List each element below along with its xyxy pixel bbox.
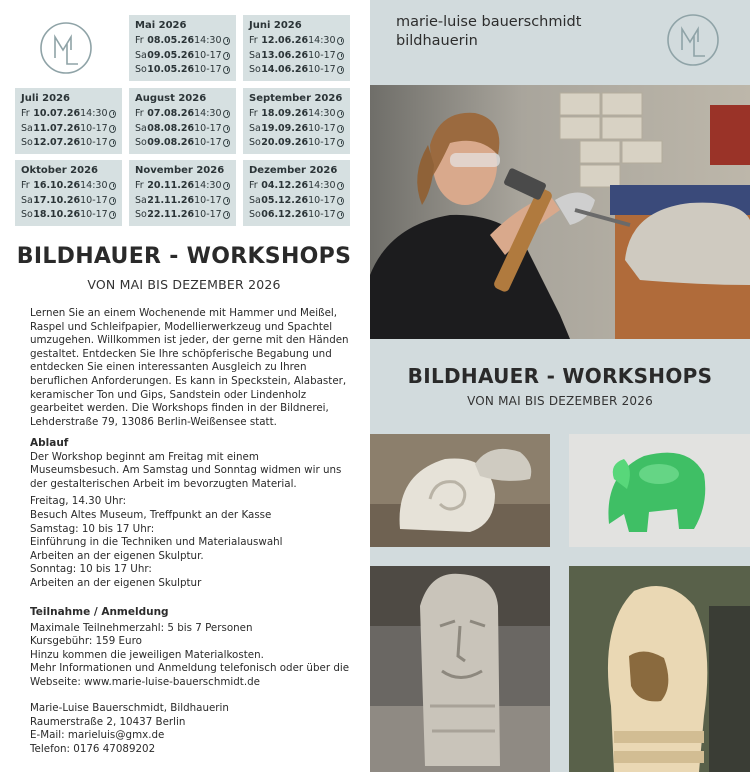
clock-icon (109, 197, 116, 205)
clock-icon (223, 211, 230, 219)
time: 10-17 (308, 137, 336, 148)
weekday: Fr (21, 108, 30, 119)
date: 13.06.26 (261, 49, 309, 61)
month-title: Juli 2026 (21, 93, 71, 104)
month-box-november (129, 160, 236, 226)
time: 10-17 (308, 209, 336, 220)
time: 10-17 (308, 122, 336, 134)
weekday: So (135, 137, 147, 148)
weekday: Sa (249, 49, 261, 61)
time: 10-17 (194, 122, 222, 134)
month-box-mai (129, 15, 236, 81)
time: 10-17 (194, 49, 222, 61)
date-row (249, 208, 344, 223)
date-row (135, 136, 230, 151)
contact-section (30, 702, 350, 756)
month-title: September 2026 (249, 93, 343, 104)
date: 14.06.26 (261, 64, 309, 75)
date: 11.07.26 (33, 122, 81, 134)
date-row (135, 194, 230, 209)
clock-icon (223, 110, 230, 118)
weekday: Fr (21, 180, 30, 191)
date: 10.05.26 (147, 64, 195, 75)
clock-icon (337, 182, 344, 190)
date-row (135, 208, 230, 223)
schedule-line: Samstag: 10 bis 17 Uhr: (30, 522, 155, 535)
intro-paragraph: Lernen Sie an einem Wochenende mit Hammer und Meißel, Raspel und Schleifpapier, Modellierwerkzeug und Spachtel umzugehen. Willkommen ist jeder, der gerne mit den Händen gestaltet. Entdecken Sie Ihre schöpferische Begabung und entdecken Sie einen interessanten Ausgleich zu Ihren beruflichen Anforderungen. Es kann in Speckstein, Alabaster, keramischer Ton und Gips, Sandstein oder Lindenholz gearbeitet werden. Die Workshops finden in der Bildnerei, Lehderstraße 79, 13086 Berlin-Weißensee statt. (30, 307, 349, 428)
date-row (135, 34, 230, 49)
cover-subtitle: VON MAI BIS DEZEMBER 2026 (467, 394, 653, 408)
month-box-juni (243, 15, 350, 81)
date: 05.12.26 (261, 194, 309, 206)
month-title: Mai 2026 (135, 20, 187, 31)
weekday: Sa (249, 194, 261, 206)
month-box-september (243, 88, 350, 154)
time: 14:30 (308, 108, 336, 119)
date-row (249, 63, 344, 78)
date: 17.10.26 (33, 194, 81, 206)
weekday: Fr (135, 35, 144, 46)
time: 10-17 (80, 122, 108, 134)
date: 18.09.26 (261, 108, 309, 119)
month-title: Dezember 2026 (249, 165, 338, 176)
weekday: So (249, 209, 261, 220)
contact-phone: Telefon: 0176 47089202 (30, 742, 156, 755)
weekday: So (249, 64, 261, 75)
weekday: Sa (21, 194, 33, 206)
weekday: So (135, 209, 147, 220)
date-row (135, 49, 230, 64)
month-box-dezember (243, 160, 350, 226)
brand-name: marie-luise bauerschmidt (396, 14, 582, 30)
time: 10-17 (194, 194, 222, 206)
time: 10-17 (194, 64, 222, 75)
teilnahme-section (30, 606, 350, 690)
month-title: November 2026 (135, 165, 225, 176)
intro-text (30, 307, 350, 429)
date-row (21, 194, 116, 209)
clock-icon (337, 197, 344, 205)
weekday: So (249, 137, 261, 148)
clock-icon (109, 125, 116, 133)
brand-role: bildhauerin (396, 33, 478, 49)
date: 20.09.26 (261, 137, 309, 148)
weekday: Sa (249, 122, 261, 134)
month-box-oktober (15, 160, 122, 226)
sculpture-photo-wood (569, 566, 750, 772)
date: 09.08.26 (147, 137, 195, 148)
date-row (249, 194, 344, 209)
logo-monogram-icon (665, 12, 721, 68)
date-row (21, 136, 116, 151)
clock-icon (223, 139, 230, 147)
month-title: Juni 2026 (249, 20, 302, 31)
clock-icon (223, 66, 230, 74)
page-title: BILDHAUER - WORKSHOPS (16, 244, 352, 269)
sculpture-photo-elephant (569, 434, 750, 547)
clock-icon (337, 211, 344, 219)
clock-icon (223, 197, 230, 205)
clock-icon (337, 66, 344, 74)
clock-icon (109, 182, 116, 190)
date-row (249, 34, 344, 49)
date-row (249, 107, 344, 122)
date-row (135, 122, 230, 137)
clock-icon (109, 211, 116, 219)
clock-icon (337, 110, 344, 118)
date: 07.08.26 (147, 108, 195, 119)
date-row (21, 179, 116, 194)
month-box-juli (15, 88, 122, 154)
ablauf-text: Der Workshop beginnt am Freitag mit einem Museumsbesuch. Am Samstag und Sonntag widmen wir uns der gestalterischen Arbeit im bevorzugten Material. (30, 450, 342, 490)
time: 14:30 (80, 180, 108, 191)
weekday: Sa (135, 122, 147, 134)
schedule-line: Arbeiten an der eigenen Skulptur (30, 576, 202, 589)
contact-name: Marie-Luise Bauerschmidt, Bildhauerin (30, 702, 229, 714)
page-subtitle: VON MAI BIS DEZEMBER 2026 (87, 277, 281, 292)
time: 10-17 (80, 137, 108, 148)
date: 19.09.26 (261, 122, 309, 134)
time: 10-17 (80, 194, 108, 206)
schedule-line: Arbeiten an der eigenen Skulptur. (30, 549, 204, 562)
weekday: Fr (249, 108, 258, 119)
time: 14:30 (194, 108, 222, 119)
weekday: Fr (249, 180, 258, 191)
teilnahme-heading: Teilnahme / Anmeldung (30, 606, 169, 618)
date-row (249, 179, 344, 194)
date: 22.11.26 (147, 209, 195, 220)
time: 14:30 (194, 35, 222, 46)
date: 10.07.26 (33, 108, 81, 119)
sculpture-photo-snail (370, 434, 550, 547)
date: 20.11.26 (147, 180, 195, 191)
time: 10-17 (194, 137, 222, 148)
date-row (135, 107, 230, 122)
cover-title: BILDHAUER - WORKSHOPS (407, 364, 713, 388)
teilnahme-line: Maximale Teilnehmerzahl: 5 bis 7 Personen (30, 621, 253, 634)
brand-block (396, 13, 581, 51)
schedule-line: Einführung in die Techniken und Materialauswahl (30, 536, 283, 549)
right-panel (370, 0, 750, 772)
sculpture-photo-totem (370, 566, 550, 772)
date: 08.08.26 (147, 122, 195, 134)
date-row (135, 179, 230, 194)
logo-monogram-icon (38, 20, 94, 76)
clock-icon (223, 182, 230, 190)
date: 06.12.26 (261, 209, 309, 220)
weekday: So (21, 137, 33, 148)
clock-icon (337, 139, 344, 147)
teilnahme-line: Hinzu kommen die jeweiligen Materialkosten. (30, 648, 264, 661)
website-line: Webseite: www.marie-luise-bauerschmidt.de (30, 675, 260, 688)
weekday: Fr (249, 35, 258, 46)
date: 12.07.26 (33, 137, 81, 148)
date-row (249, 49, 344, 64)
month-box-august (129, 88, 236, 154)
weekday: So (135, 64, 147, 75)
clock-icon (337, 52, 344, 60)
weekday: Sa (21, 122, 33, 134)
clock-icon (223, 37, 230, 45)
contact-address: Raumerstraße 2, 10437 Berlin (30, 715, 186, 728)
sculptor-photo (370, 85, 750, 339)
ablauf-section (30, 437, 350, 591)
date-row (21, 122, 116, 137)
time: 14:30 (308, 180, 336, 191)
weekday: Fr (135, 108, 144, 119)
date: 12.06.26 (261, 35, 309, 46)
time: 14:30 (194, 180, 222, 191)
clock-icon (223, 52, 230, 60)
ablauf-heading: Ablauf (30, 437, 69, 449)
clock-icon (109, 110, 116, 118)
clock-icon (337, 125, 344, 133)
weekday: Fr (135, 180, 144, 191)
weekday: So (21, 209, 33, 220)
schedule-line: Freitag, 14.30 Uhr: (30, 495, 127, 508)
date-row (249, 122, 344, 137)
left-panel (0, 0, 368, 772)
clock-icon (337, 37, 344, 45)
teilnahme-line: Mehr Informationen und Anmeldung telefonisch oder über die (30, 662, 350, 675)
date: 09.05.26 (147, 49, 195, 61)
schedule-line: Besuch Altes Museum, Treffpunkt an der Kasse (30, 508, 272, 521)
time: 10-17 (308, 64, 336, 75)
date: 16.10.26 (33, 180, 81, 191)
date: 04.12.26 (261, 180, 309, 191)
date: 08.05.26 (147, 35, 195, 46)
contact-email: E-Mail: marieluis@gmx.de (30, 729, 165, 742)
weekday: Sa (135, 49, 147, 61)
date: 21.11.26 (147, 194, 195, 206)
time: 10-17 (308, 194, 336, 206)
time: 10-17 (308, 49, 336, 61)
clock-icon (109, 139, 116, 147)
clock-icon (223, 125, 230, 133)
date: 18.10.26 (33, 209, 81, 220)
teilnahme-line: Kursgebühr: 159 Euro (30, 635, 142, 648)
weekday: Sa (135, 194, 147, 206)
month-title: August 2026 (135, 93, 207, 104)
date-row (135, 63, 230, 78)
date-row (21, 208, 116, 223)
date-row (21, 107, 116, 122)
date-row (249, 136, 344, 151)
month-title: Oktober 2026 (21, 165, 98, 176)
schedule-line: Sonntag: 10 bis 17 Uhr: (30, 563, 152, 576)
time: 14:30 (80, 108, 108, 119)
time: 10-17 (194, 209, 222, 220)
time: 14:30 (308, 35, 336, 46)
time: 10-17 (80, 209, 108, 220)
